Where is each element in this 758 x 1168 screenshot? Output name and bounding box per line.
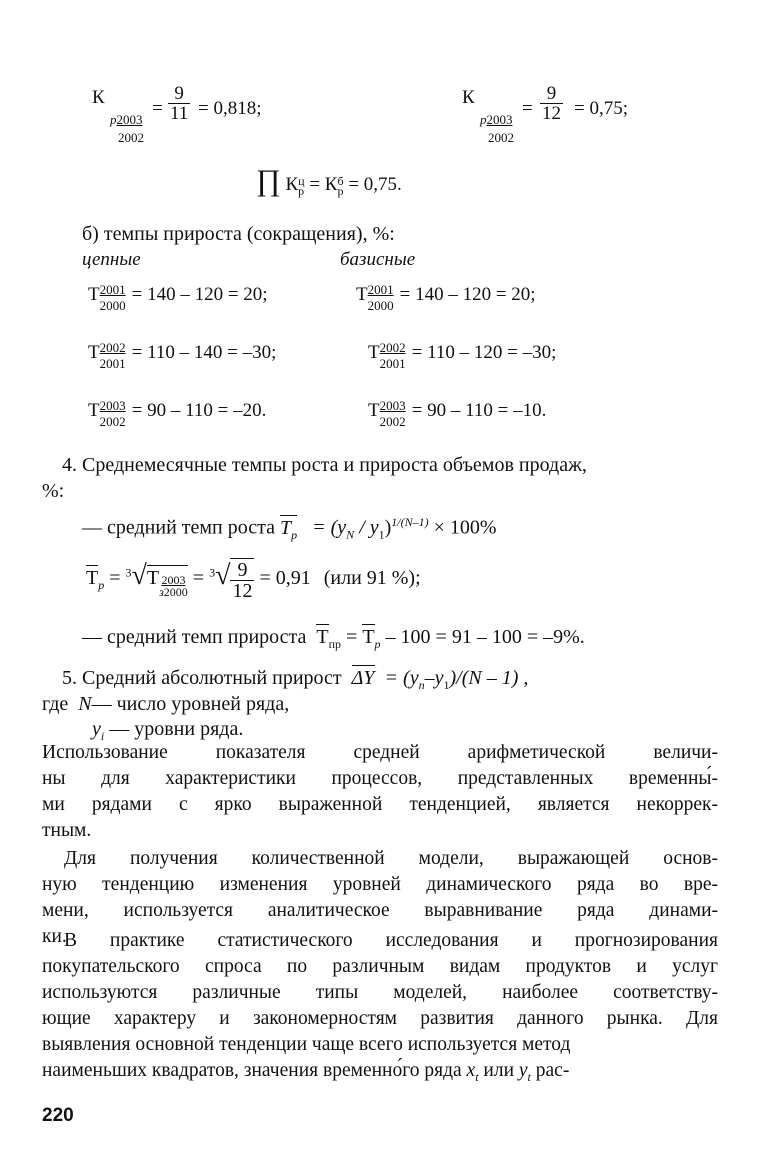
text-line: ми рядами с ярко выраженной тенденцией, является некоррек- (42, 794, 718, 815)
product-formula: ∏ Кц р = Кб р = 0,75. (256, 164, 402, 198)
text-line: ны для характеристики процессов, представленных временны́- (42, 768, 718, 789)
text-line: мени, используется аналитическое выравнивание ряда динами- (42, 900, 718, 921)
k-base-sub-top: р2003 (480, 112, 513, 127)
tp-calc: $Т_р = ^3√Т$ 2003 з2000 = $^3$√ $\frac{9}{12}$ = 0,91 (или 91 %); (86, 559, 421, 602)
avg-growth-line: — средний темп роста $T_p$ = $(y_N / y_1)^{1/(N-1)} \times 100\%$ (82, 515, 497, 542)
growth-right-row: $Т\frac{2001}{2000} = 140 - 120 = 20$; (356, 282, 536, 313)
paragraph-arithmetic-mean (42, 740, 718, 844)
growth-right-row: $Т\frac{2002}{2001} = 110 - 120 = -30$; (368, 340, 557, 371)
item4-line2: %: (42, 480, 65, 502)
k-chain-sub-bot: 2002 (118, 130, 144, 145)
text-line: В практике статистического исследования и прогнозирования (64, 930, 718, 951)
k-chain-formula (92, 88, 105, 107)
yi-line: $y_i$ — уровни ряда. (92, 718, 244, 743)
root-fraction: $\frac{9}{12}$ (232, 559, 253, 602)
k-chain-result: = 0,818; (198, 98, 262, 119)
avg-increase-line: — средний темп прироста $Т_{пр} = Т_р - 100 = 91 - 100 = -9\%$. (82, 626, 585, 651)
column-base-label: базисные (340, 249, 416, 270)
paragraph-last-line: наименьших квадратов, значения временно́го ряда $x_t$ или $y_t$ рас- (42, 1060, 570, 1084)
k-base-result: = 0,75; (574, 98, 628, 119)
k-base-sub-bot: 2002 (488, 130, 514, 145)
text-line: Для получения количественной модели, выражающей основ- (64, 848, 718, 869)
item4-line1: 4. Среднемесячные темпы роста и прироста объемов продаж, (62, 454, 587, 476)
text-line: используются различные типы моделей, наиболее соответству- (42, 982, 718, 1003)
text-line: выявления основной тенденции чаще всего используется метод (42, 1034, 571, 1055)
paragraph-least-squares (42, 928, 718, 1058)
item5-line: 5. Средний абсолютный прирост $\Delta Y = (y_n-y_1)/(N - 1)$ , (62, 667, 529, 692)
k-chain-fraction: $\frac{9}{11}$ (170, 83, 189, 124)
k-base-eq: = (522, 98, 533, 119)
text-line: покупательского спроса по различным видам продуктов и услуг (42, 956, 718, 977)
page-number: 220 (42, 1105, 74, 1126)
column-chain-label: цепные (82, 249, 141, 270)
text-line: ющие характеру и закономерностям развития данного рынка. Для (42, 1008, 718, 1029)
text-line: Использование показателя средней арифметической величи- (42, 742, 718, 763)
where-line: где N— число уровней ряда, (42, 693, 290, 715)
text-line: тным. (42, 820, 92, 841)
growth-left-row: $Т\frac{2001}{2000} = 140 - 120 = 20$; (88, 282, 268, 313)
growth-left-row: $Т\frac{2003}{2002} = 90 - 110 = -20$. (88, 398, 267, 429)
text-line: ки. (42, 926, 67, 947)
k-base-formula: К (462, 87, 475, 108)
tp-symbol: $T_p$ (280, 516, 298, 542)
k-chain-eq: = (152, 98, 163, 119)
k-chain-sub-top: р2003 (110, 112, 143, 127)
k-base-fraction: $\frac{9}{12}$ (542, 83, 561, 124)
growth-right-row: $Т\frac{2003}{2002} = 90 - 110 = -10$. (368, 398, 547, 429)
text-line: ную тенденцию изменения уровней динамического ряда во вре- (42, 874, 718, 895)
root-radicand: Т 2003 з2000 (146, 567, 188, 600)
k-symbol: К (92, 87, 105, 108)
growth-left-row: $Т\frac{2002}{2001} = 110 - 140 = -30$; (88, 340, 277, 371)
growth-heading: б) темпы прироста (сокращения), %: (82, 223, 395, 245)
